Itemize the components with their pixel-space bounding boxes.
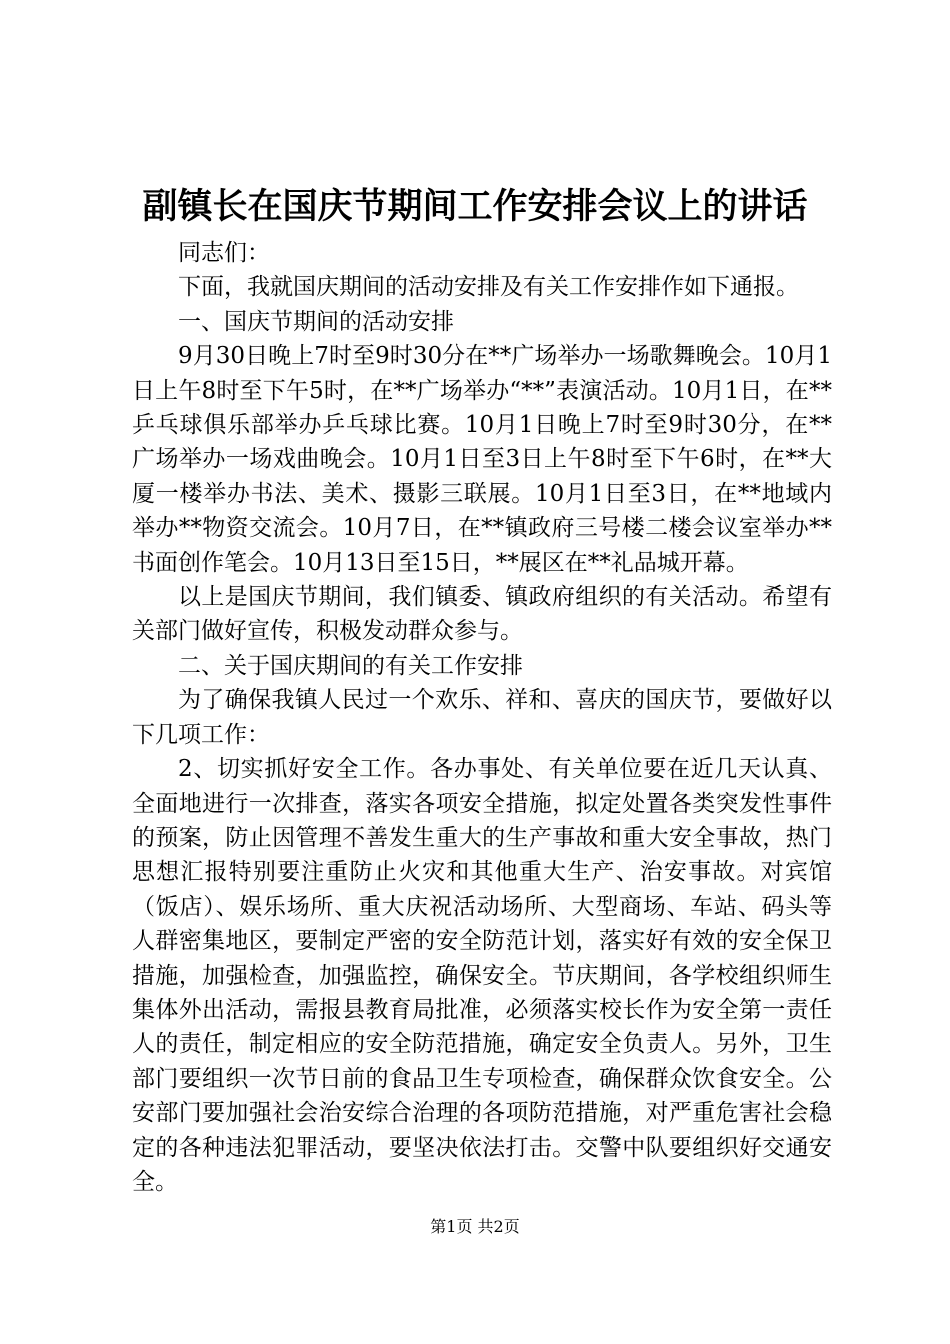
salutation-paragraph: 同志们： — [178, 240, 270, 266]
section-heading-work: 二、关于国庆期间的有关工作安排 — [178, 652, 523, 679]
section-heading-activities: 一、国庆节期间的活动安排 — [178, 308, 454, 335]
document-title: 副镇长在国庆节期间工作安排会议上的讲话 — [142, 186, 808, 227]
activities-summary-paragraph: 以上是国庆节期间，我们镇委、镇政府组织的有关活动。希望有关部门做好宣传，积极发动群众参与。 — [132, 584, 832, 645]
page-number-footer: 第1页 共2页 — [430, 1217, 520, 1236]
intro-paragraph: 下面，我就国庆期间的活动安排及有关工作安排作如下通报。 — [178, 274, 799, 301]
document-body — [132, 236, 832, 1199]
work-intro-paragraph: 为了确保我镇人民过一个欢乐、祥和、喜庆的国庆节，要做好以下几项工作： — [132, 687, 832, 748]
activities-paragraph: 9月30日晚上7时至9时30分在**广场举办一场歌舞晚会。10月1日上午8时至下午5时，在**广场举办“**”表演活动。10月1日，在**乒乓球俱乐部举办乒乓球比赛。10月1日晚上7时至9时30分，在**广场举办一场戏曲晚会。10月1日至3日上午8时至下午6时，在**大厦一楼举办书法、美术、摄影三联展。10月1日至3日，在**地域内举办**物资交流会。10月7日，在**镇政府三号楼二楼会议室举办**书面创作笔会。10月13日至15日，**展区在**礼品城开幕。 — [132, 343, 832, 576]
safety-work-paragraph: 2、切实抓好安全工作。各办事处、有关单位要在近几天认真、全面地进行一次排查，落实各项安全措施，拟定处置各类突发性事件的预案，防止因管理不善发生重大的生产事故和重大安全事故，热门思想汇报特别要注重防止火灾和其他重大生产、治安事故。对宾馆（饭店）、娱乐场所、重大庆祝活动场所、大型商场、车站、码头等人群密集地区，要制定严密的安全防范计划，落实好有效的安全保卫措施，加强检查，加强监控，确保安全。节庆期间，各学校组织师生集体外出活动，需报县教育局批准，必须落实校长作为安全第一责任人的责任，制定相应的安全防范措施，确定安全负责人。另外，卫生部门要组织一次节日前的食品卫生专项检查，确保群众饮食安全。公安部门要加强社会治安综合治理的各项防范措施，对严重危害社会稳定的各种违法犯罪活动，要坚决依法打击。交警中队要组织好交通安全。 — [132, 756, 832, 1195]
